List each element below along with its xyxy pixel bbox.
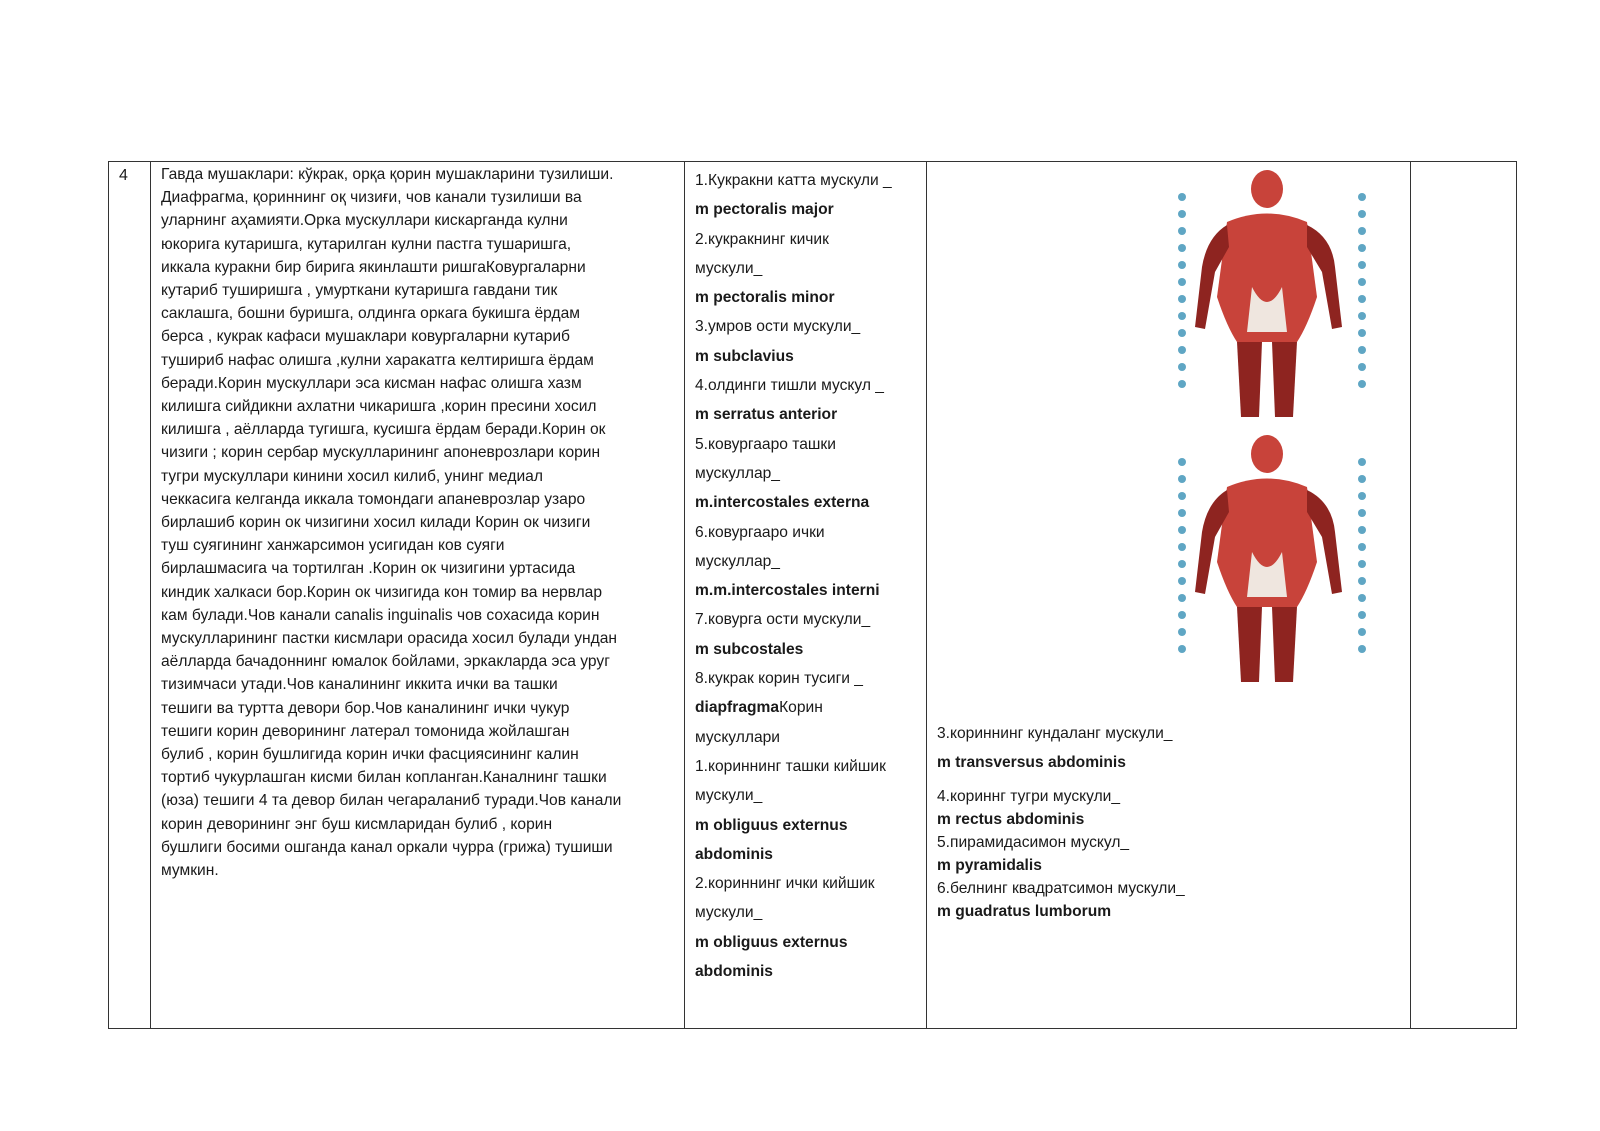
curriculum-table <box>108 161 1517 1029</box>
muscle-list-line: мускуллари <box>695 728 781 746</box>
muscle-list-line: 2.кукракнинг кичик <box>695 230 829 248</box>
label-marker-icon <box>1358 295 1366 303</box>
label-marker-icon <box>1358 611 1366 619</box>
label-marker-icon <box>1178 244 1186 252</box>
label-marker-icon <box>1178 346 1186 354</box>
description-line: кам булади.Чов канали canalis inguinalis чов сохасида корин <box>161 606 600 624</box>
label-marker-icon <box>1178 278 1186 286</box>
latin-term: m obliguus externus <box>695 933 848 951</box>
latin-term: m subcostales <box>695 640 804 658</box>
label-marker-icon <box>1358 475 1366 483</box>
description-line: корин деворининг энг буш кисмларидан булиб , корин <box>161 815 553 833</box>
topic-description <box>151 162 684 882</box>
note-line: 6.белнинг квадратсимон мускули_ <box>937 880 1185 897</box>
muscle-list-line: 6.ковургааро ички <box>695 523 825 541</box>
label-marker-icon <box>1358 543 1366 551</box>
latin-term: m serratus anterior <box>695 406 838 424</box>
description-line: Диафрагма, қориннинг оқ чизиғи, чов канали тузилиши ва <box>161 189 582 207</box>
note-line: 5.пирамидасимон мускул_ <box>937 834 1130 851</box>
muscle-list-line: 3.умров ости мускули_ <box>695 318 861 336</box>
muscle-anatomy-figure <box>1137 162 1407 692</box>
left-leg-shape <box>1237 342 1262 417</box>
latin-term: m obliguus externus <box>695 816 848 834</box>
label-marker-icon <box>1358 560 1366 568</box>
description-line: тортиб чукурлашган кисми билан копланган.Каналнинг ташки <box>161 769 607 787</box>
label-marker-icon <box>1178 329 1186 337</box>
note-line: 4.кориннг тугри мускули_ <box>937 788 1121 805</box>
label-marker-icon <box>1358 509 1366 517</box>
latin-term: m guadratus lumborum <box>937 903 1112 920</box>
label-marker-icon <box>1178 458 1186 466</box>
label-marker-icon <box>1358 645 1366 653</box>
label-marker-icon <box>1358 492 1366 500</box>
description-line: уларнинг аҳамияти.Орка мускуллари кискарганда кулни <box>161 212 568 230</box>
latin-term: m transversus abdominis <box>937 754 1126 771</box>
latin-term: m.m.intercostales interni <box>695 582 880 600</box>
label-marker-icon <box>1178 645 1186 653</box>
label-marker-icon <box>1178 509 1186 517</box>
label-marker-icon <box>1178 210 1186 218</box>
label-marker-icon <box>1358 261 1366 269</box>
description-line: туш суягининг ханжарсимон усигидан ков суяги <box>161 537 505 555</box>
description-line: тешиги ва туртта девори бор.Чов каналининг ички чукур <box>161 699 570 717</box>
description-line: бушлиги босими ошганда канал оркали чурра (грижа) тушиши <box>161 838 613 856</box>
label-marker-icon <box>1358 363 1366 371</box>
description-line: тешиги корин деворининг латерал томонида жойлашган <box>161 722 570 740</box>
description-line: кутариб туширишга , умурткани кутаришга гавдани тик <box>161 282 558 300</box>
muscle-list-line: 1.Кукракни катта мускули _ <box>695 172 892 189</box>
label-marker-icon <box>1358 346 1366 354</box>
description-line: булиб , корин бушлигида корин ички фасциясининг калин <box>161 746 579 764</box>
left-leg-shape <box>1237 607 1262 682</box>
muscle-list-line: мускули_ <box>695 787 763 805</box>
empty-cell <box>1411 162 1517 1029</box>
head-shape <box>1251 170 1283 208</box>
label-marker-icon <box>1178 193 1186 201</box>
label-marker-icon <box>1178 543 1186 551</box>
label-marker-icon <box>1358 278 1366 286</box>
description-line: беради.Корин мускуллари эса кисман нафас олишга хазм <box>161 374 582 392</box>
label-marker-icon <box>1358 628 1366 636</box>
description-line: чеккасига келганда иккала томондаги апаневрозлар узаро <box>161 490 586 508</box>
latin-term: m pectoralis minor <box>695 289 835 307</box>
latin-term: m subclavius <box>695 347 794 365</box>
description-line: чизиги ; корин сербар мускулларининг апоневрозлари корин <box>161 444 601 462</box>
description-line: юкорига кутаришга, кутарилган кулни пастга тушаришга, <box>161 235 572 253</box>
latin-term: m pyramidalis <box>937 857 1042 874</box>
description-line: Гавда мушаклари: кўкрак, орқа қорин мушакларини тузилиши. <box>161 166 614 183</box>
label-marker-icon <box>1178 628 1186 636</box>
label-marker-icon <box>1178 227 1186 235</box>
front-view-figure <box>1178 435 1366 682</box>
description-line: килишга сийдикни ахлатни чикаришга ,корин пресини хосил <box>161 398 597 416</box>
muscle-list-line: мускули_ <box>695 259 763 277</box>
muscle-list-line: 1.кориннинг ташки кийшик <box>695 757 886 775</box>
description-line: иккала куракни бир бирига якинлашти ришгаКовургаларни <box>161 258 586 276</box>
muscle-list-line: мускуллар_ <box>695 464 780 482</box>
label-marker-icon <box>1358 594 1366 602</box>
label-marker-icon <box>1178 611 1186 619</box>
muscle-list-line: 5.ковургааро ташки <box>695 435 836 453</box>
label-marker-icon <box>1358 312 1366 320</box>
description-line: бирлашмасига ча тортилган .Корин ок чизигини уртасида <box>161 560 576 578</box>
label-marker-icon <box>1178 363 1186 371</box>
muscle-list-line: 4.олдинги тишли мускул _ <box>695 377 884 395</box>
muscle-list-line: 2.кориннинг ички кийшик <box>695 875 875 893</box>
latin-term: m pectoralis major <box>695 201 834 219</box>
description-cell <box>151 162 685 1029</box>
label-marker-icon <box>1358 577 1366 585</box>
latin-term: diapfragma <box>695 699 780 717</box>
label-marker-icon <box>1358 210 1366 218</box>
label-marker-icon <box>1178 380 1186 388</box>
note-line: 3.кориннинг кундаланг мускули_ <box>937 725 1173 742</box>
head-shape <box>1251 435 1283 473</box>
section-heading-text: Корин <box>779 699 823 717</box>
label-marker-icon <box>1358 526 1366 534</box>
muscle-list-line: мускули_ <box>695 904 763 922</box>
muscle-list-cell <box>685 162 927 1029</box>
description-line: тушириб нафас олишга ,кулни харакатга келтиришга ёрдам <box>161 351 594 369</box>
description-line: бирлашиб корин ок чизигини хосил килади Корин ок чизиги <box>161 514 591 532</box>
right-leg-shape <box>1272 607 1297 682</box>
description-line: (юза) тешиги 4 та девор билан чегараланиб туради.Чов канали <box>161 792 622 810</box>
latin-term: abdominis <box>695 845 773 863</box>
label-marker-icon <box>1358 329 1366 337</box>
description-line: киндик халкаси бор.Корин ок чизигида кон томир ва нервлар <box>161 583 603 601</box>
muscle-list-line: 7.ковурга ости мускули_ <box>695 611 871 629</box>
label-marker-icon <box>1178 526 1186 534</box>
figure-cell <box>927 162 1411 1029</box>
description-line: мускулларининг пастки кисмлари орасида хосил булади ундан <box>161 630 618 648</box>
label-marker-icon <box>1178 560 1186 568</box>
label-marker-icon <box>1178 594 1186 602</box>
label-marker-icon <box>1178 475 1186 483</box>
row-number: 4 <box>119 167 128 184</box>
abdominal-muscle-notes <box>937 722 1397 923</box>
description-line: килишга , аёлларда тугишга, кусишга ёрдам беради.Корин ок <box>161 421 606 439</box>
description-line: саклашга, бошни буришга, олдинга оркага букишга ёрдам <box>161 305 580 323</box>
description-line: берса , кукрак кафаси мушаклари ковургаларни кутариб <box>161 328 570 346</box>
table-row <box>109 162 1517 1029</box>
description-line: тизимчаси утади.Чов каналининг иккита ички ва ташки <box>161 676 558 694</box>
label-marker-icon <box>1178 312 1186 320</box>
description-line: мумкин. <box>161 862 219 880</box>
label-marker-icon <box>1358 380 1366 388</box>
label-marker-icon <box>1358 244 1366 252</box>
description-line: аёлларда бачадоннинг юмалок бойлами, эркакларда эса уруг <box>161 653 610 671</box>
back-view-figure <box>1178 170 1366 417</box>
latin-term: abdominis <box>695 963 773 981</box>
row-number-cell <box>109 162 151 1029</box>
label-marker-icon <box>1178 261 1186 269</box>
muscle-list-line: мускуллар_ <box>695 552 780 570</box>
latin-term: m rectus abdominis <box>937 811 1085 828</box>
label-marker-icon <box>1358 227 1366 235</box>
right-leg-shape <box>1272 342 1297 417</box>
description-line: тугри мускуллари кинини хосил килиб, унинг медиал <box>161 467 543 485</box>
muscle-list-line <box>695 693 920 722</box>
latin-term: m.intercostales externa <box>695 494 870 512</box>
label-marker-icon <box>1178 577 1186 585</box>
label-marker-icon <box>1178 295 1186 303</box>
label-marker-icon <box>1358 193 1366 201</box>
muscle-list-line: 8.кукрак корин тусиги _ <box>695 670 863 688</box>
muscle-list <box>685 162 926 986</box>
label-marker-icon <box>1178 492 1186 500</box>
label-marker-icon <box>1358 458 1366 466</box>
